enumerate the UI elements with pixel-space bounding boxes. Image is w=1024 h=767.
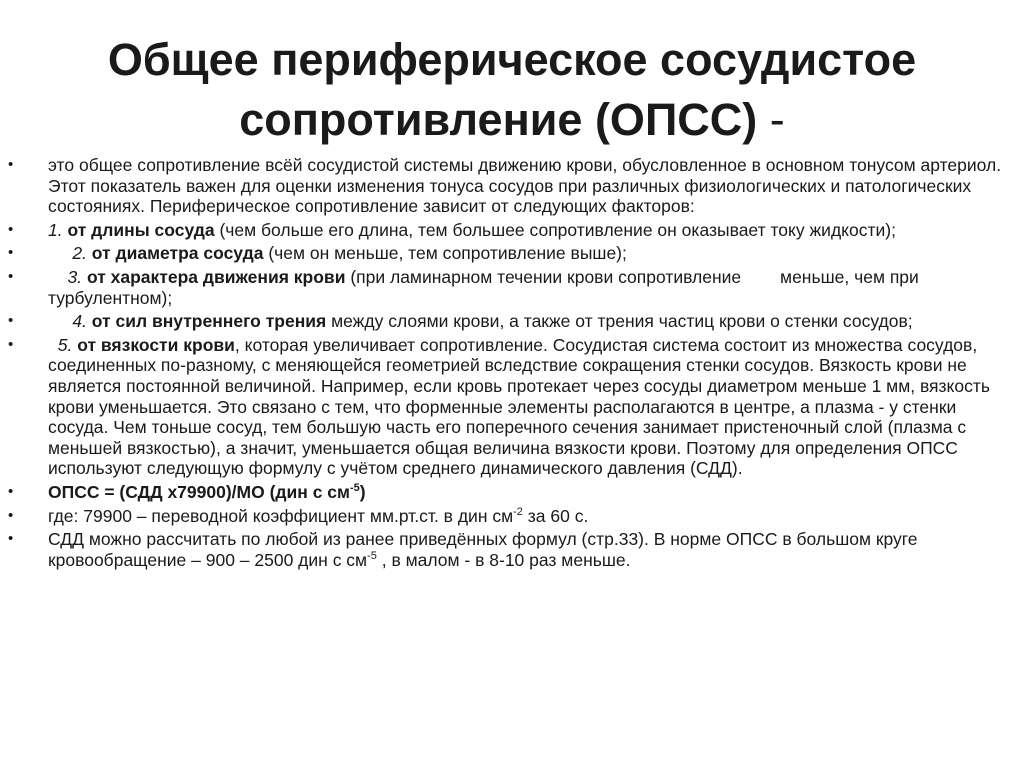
list-item <box>0 267 1024 308</box>
bullet-icon: • <box>8 506 14 524</box>
list-item <box>0 529 1024 570</box>
formula-sup: -5 <box>349 482 360 495</box>
factor-text: между слоями крови, а также от трения частиц крови о стенки сосудов; <box>326 311 913 332</box>
factor-title: от вязкости крови <box>77 334 235 355</box>
factor-title: от диаметра сосуда <box>91 243 264 264</box>
list-item <box>0 506 1024 527</box>
formula-text <box>48 482 366 502</box>
factor-text: (при ламинарном течении крови сопротивление меньше, чем при турбулентном); <box>48 266 924 308</box>
bullet-icon: • <box>8 530 14 548</box>
factor-title: от сил внутреннего трения <box>91 311 327 332</box>
factor-text: , которая увеличивает сопротивление. Сосудистая система состоит из множества сосудов, соединенных по-разному, с меняющейся геометрией вследствие сокращения стенки сосудов. Вязкость крови не является постоянной величиной. Например, если кровь протекает через сосуды диаметром меньше 1 мм, вязкость крови уменьшается. Это связано с тем, что форменные элементы располагаются в центре, а плазма - у стенки сосуда. Чем тоньше сосуд, тем большую часть его поперечного сечения занимает пристеночный слой (плазма с меньшей вязкостью), а значит, уменьшается общая величина вязкости крови. Поэтому для определения ОПСС используют следующую формулу с учётом среднего динамического давления (СДД). <box>48 334 991 479</box>
bullet-icon: • <box>8 482 14 500</box>
bullet-icon: • <box>8 267 14 285</box>
factor-number: 2. <box>72 243 87 264</box>
coefficient-text-end: за 60 с. <box>522 505 589 526</box>
definition-text: это общее сопротивление всëй сосудистой системы движению крови, обусловленное в основном тонусом артериол. Этот показатель важен для оценки изменения тонуса сосудов при различных физиологических и патологических состояниях. Периферическое сопротивление зависит от следующих факторов: <box>48 155 1002 217</box>
title-dash: - <box>757 94 785 145</box>
list-item <box>0 482 1024 503</box>
list-item <box>0 155 1024 217</box>
title-main: Общее периферическое сосудистое сопротивление (ОПСС) <box>107 34 917 145</box>
bullet-icon: • <box>8 312 14 330</box>
factor-text: (чем он меньше, тем сопротивление выше); <box>263 243 627 264</box>
factor-number: 4. <box>72 311 87 332</box>
bullet-icon: • <box>8 244 14 262</box>
coefficient-sup: -2 <box>513 505 523 518</box>
list-item <box>0 335 1024 479</box>
list-item <box>0 311 1024 332</box>
bullet-icon: • <box>8 335 14 353</box>
bullet-icon: • <box>8 156 14 173</box>
factor-number: 1. <box>48 219 63 240</box>
bullet-list <box>0 155 1024 573</box>
factor-text: (чем больше его длина, тем большее сопротивление он оказывает току жидкости); <box>214 219 896 240</box>
norm-text: СДД можно рассчитать по любой из ранее приведённых формул (стр.33). В норме ОПСС в большом круге кровообращение – 900 – 2500 дин с см <box>48 529 918 570</box>
coefficient-text: где: 79900 – переводной коэффициент мм.рт.ст. в дин см <box>48 505 514 526</box>
formula-main: ОПСС = (СДД х79900)/МО (дин с см <box>48 481 350 502</box>
list-item <box>0 220 1024 241</box>
slide-title <box>40 30 984 150</box>
factor-number: 3. <box>67 266 83 287</box>
list-item <box>0 243 1024 264</box>
factor-number: 5. <box>57 334 73 355</box>
bullet-icon: • <box>8 220 14 238</box>
norm-sup: -5 <box>367 549 377 562</box>
factor-title: от характера движения крови <box>86 266 346 287</box>
norm-text-end: , в малом - в 8-10 раз меньше. <box>376 549 631 570</box>
formula-end: ) <box>359 481 366 502</box>
factor-title: от длины сосуда <box>67 219 215 240</box>
